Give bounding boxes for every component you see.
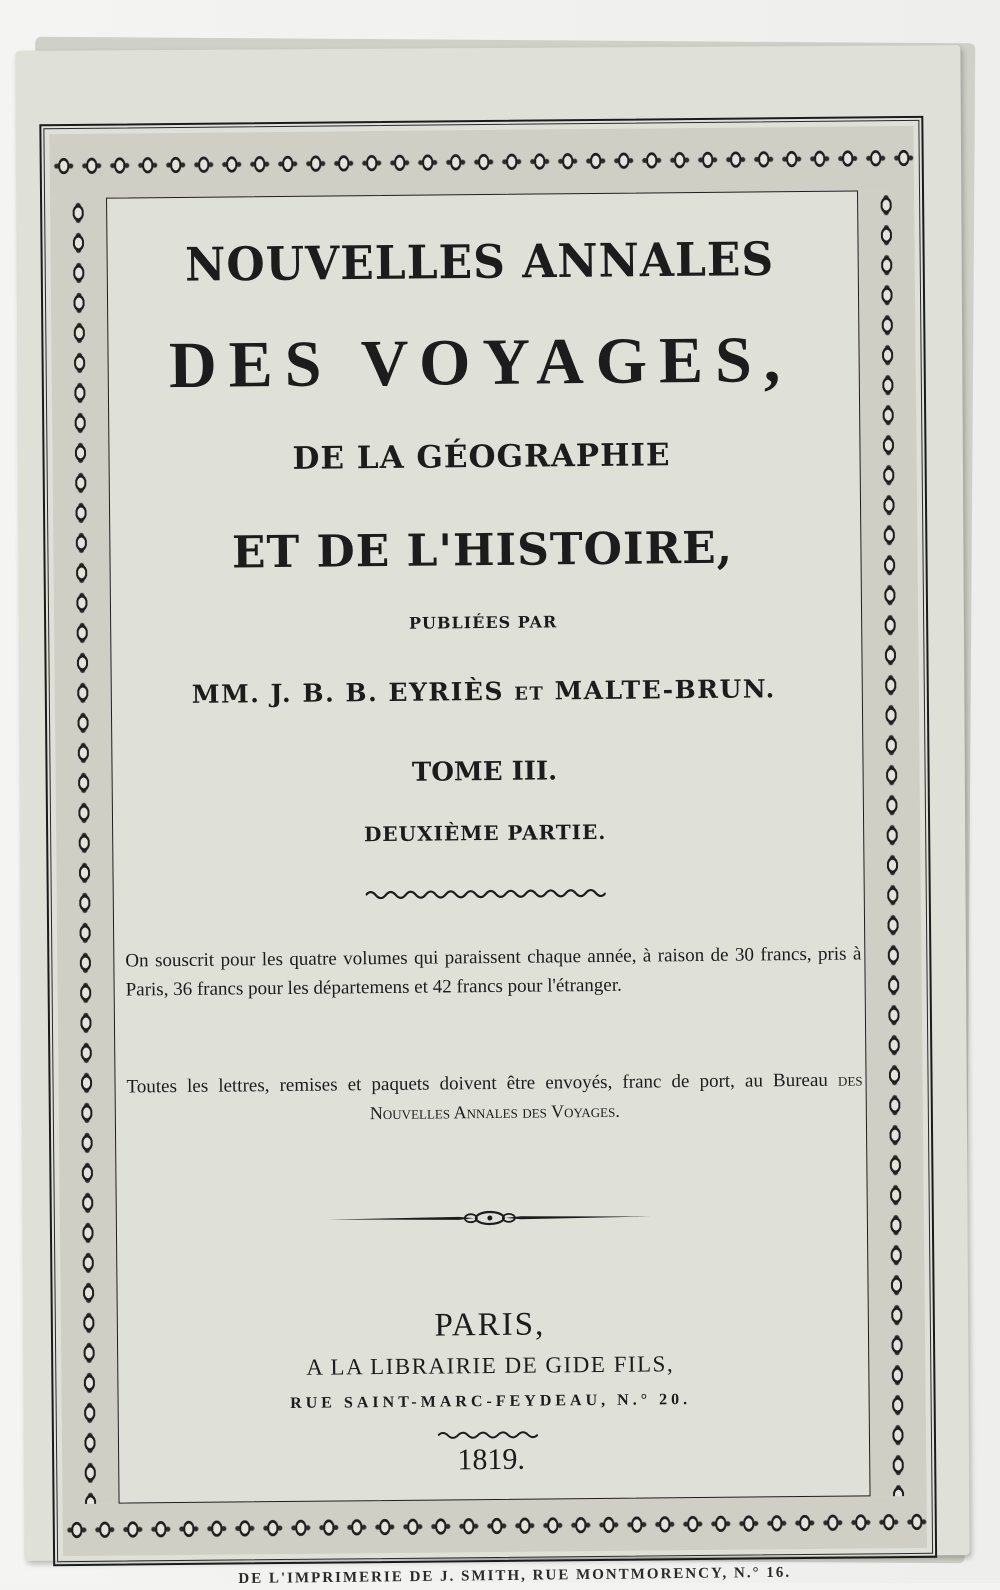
subscription-paragraph: On souscrit pour les quatre volumes qui paraissent chaque année, à raison de 30 francs, pris à Paris, 36 francs pour les départemens et 42 francs pour l'étranger. (125, 943, 862, 1001)
wavy-rule-ornament (366, 886, 606, 902)
letters-paragraph (126, 1065, 863, 1130)
imprint-city: PARIS, (434, 1306, 546, 1344)
ornamental-border (39, 116, 937, 1566)
title-line-3: DE LA GÉOGRAPHIE (292, 437, 671, 477)
imprint-year: 1819. (457, 1442, 526, 1477)
border-band-bottom (63, 1496, 927, 1556)
border-band-top (49, 126, 914, 198)
authors-part-1: MM. J. B. B. EYRIÈS (191, 676, 505, 709)
fleuron-rule-ornament (329, 1205, 651, 1230)
authors-part-2: MALTE-BRUN. (554, 674, 776, 706)
printer-footer: DE L'IMPRIMERIE DE J. SMITH, RUE MONTMORENCY, N.° 16. (238, 1564, 792, 1588)
published-by: PUBLIÉES PAR (408, 612, 558, 633)
letters-text: Toutes les lettres, remises et paquets doivent être envoyés, franc de port, au Bureau (126, 1069, 828, 1098)
small-wavy-rule (438, 1429, 538, 1442)
authors-conjunction: ET (514, 683, 545, 705)
part-label: DEUXIÈME PARTIE. (363, 819, 607, 847)
imprint-publisher: A LA LIBRAIRIE DE GIDE FILS, (306, 1351, 675, 1380)
title-line-4: ET DE L'HISTOIRE, (231, 522, 734, 579)
letters-bureau: des Nouvelles Annales des Voyages. (369, 1069, 863, 1124)
title-line-2: DES VOYAGES, (168, 323, 793, 403)
title-line-1: NOUVELLES ANNALES (184, 232, 775, 293)
tome-number: TOME III. (411, 756, 558, 788)
imprint-address: RUE SAINT-MARC-FEYDEAU, N.° 20. (290, 1391, 692, 1412)
title-page-paper (15, 45, 969, 1588)
